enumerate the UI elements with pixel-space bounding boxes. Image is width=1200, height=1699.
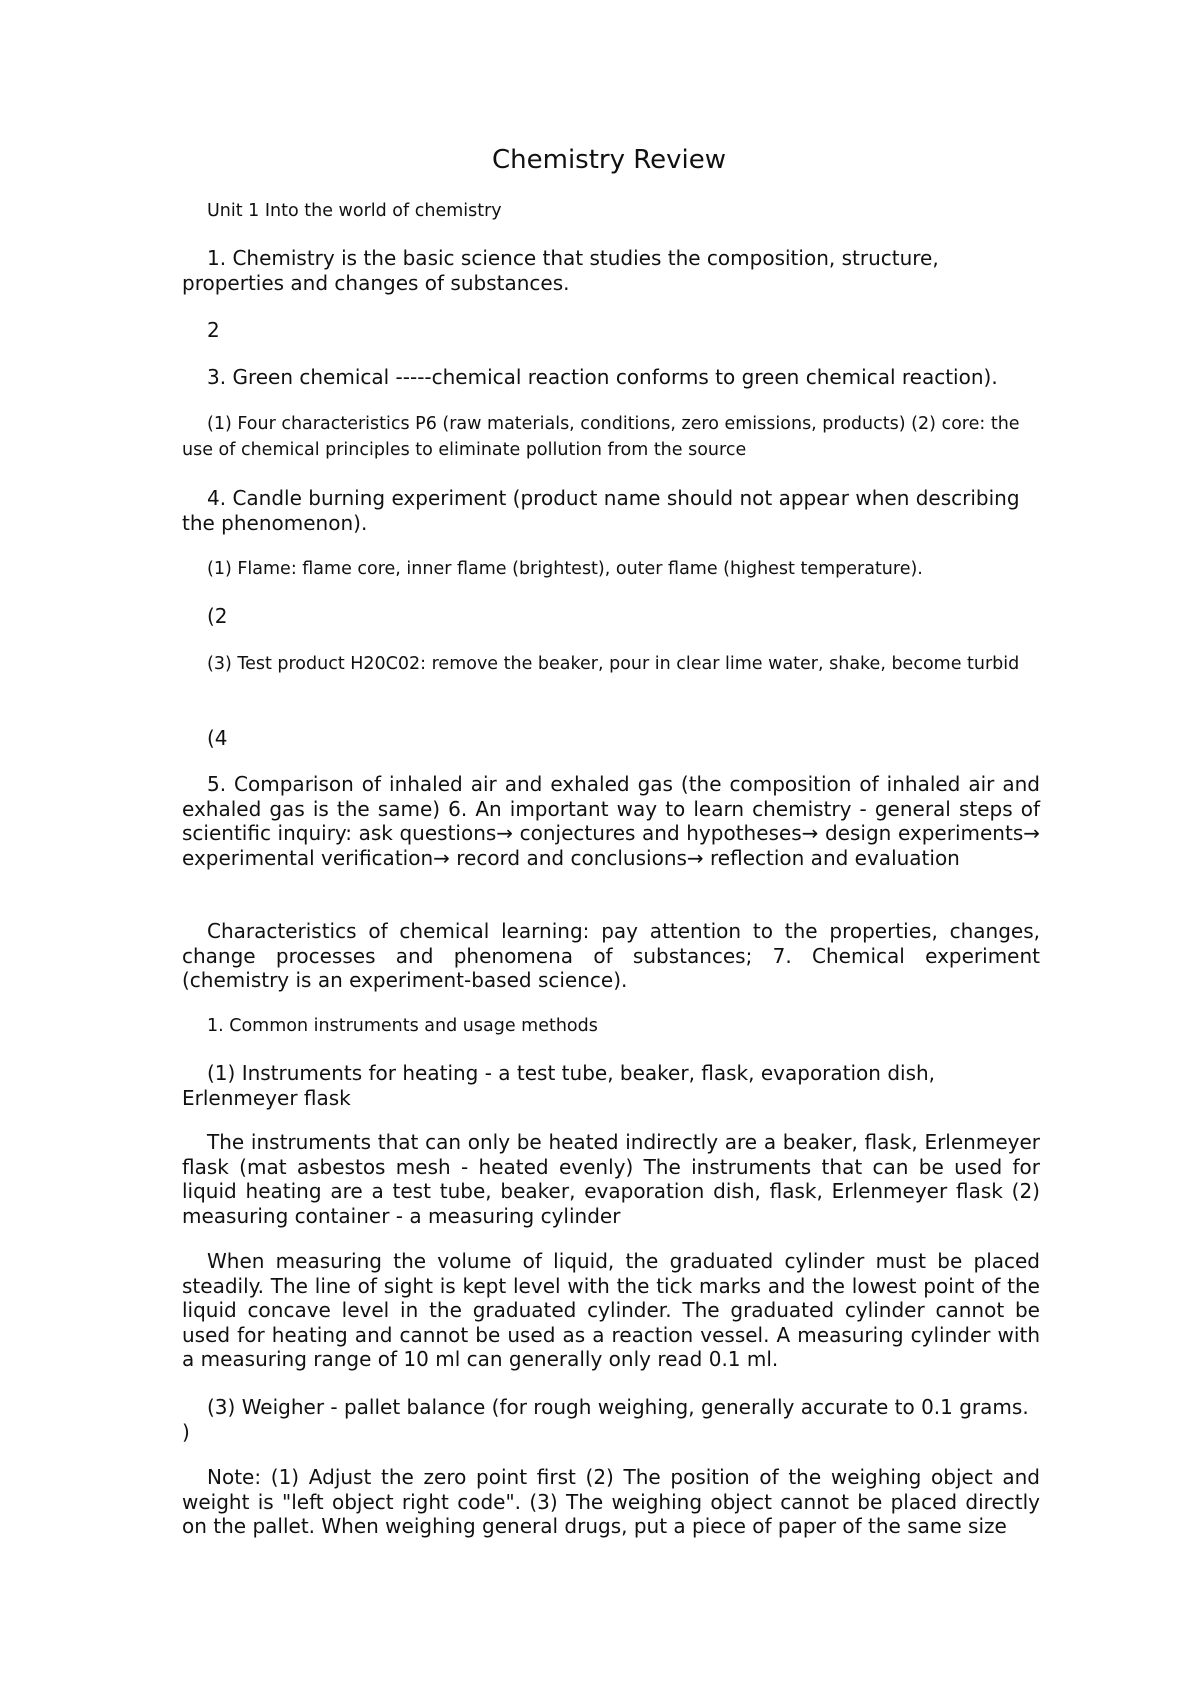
paragraph-text: 1. Common instruments and usage methods <box>207 1016 598 1036</box>
paragraph-text: Note: (1) Adjust the zero point first (2) The position of the weighing object and weight is "left object right code". (3) The weighing object cannot be placed directly on the pallet. When weighing general drugs, put a piece of paper of the same size <box>182 1465 1040 1538</box>
paragraph-4-item-4 <box>182 726 1040 751</box>
paragraph-2 <box>182 318 1040 343</box>
paragraph-characteristics <box>182 919 1040 993</box>
paragraph-text: 1. Chemistry is the basic science that studies the composition, structure, properties and changes of substances. <box>182 246 939 295</box>
paragraph-text: (2 <box>207 604 228 628</box>
paragraph-text: 3. Green chemical -----chemical reaction conforms to green chemical reaction). <box>207 365 998 389</box>
paragraph-graduated-cylinder <box>182 1249 1040 1372</box>
instruments-heading <box>182 1013 1040 1039</box>
paragraph-note <box>182 1465 1040 1539</box>
paragraph-1 <box>182 246 1040 295</box>
paragraph-5 <box>182 772 1040 870</box>
paragraph-text: 2 <box>207 318 220 342</box>
paragraph-text: (1) Four characteristics P6 (raw materials, conditions, zero emissions, products) (2) core: the use of chemical principles to eliminate pollution from the source <box>182 414 1020 460</box>
paragraph-weigher <box>182 1395 1040 1444</box>
paragraph-text: 4. Candle burning experiment (product name should not appear when describing the phenomenon). <box>182 486 1020 535</box>
paragraph-text: 5. Comparison of inhaled air and exhaled gas (the composition of inhaled air and exhaled gas is the same) 6. An important way to learn chemistry - general steps of scientific inquiry: ask questions→ conjectures and hypotheses→ design experiments→ experimental verification→ record and conclusions→ reflection and evaluation <box>182 772 1040 870</box>
paragraph-text: (4 <box>207 726 228 750</box>
paragraph-4-flame <box>182 556 1040 582</box>
paragraph-4-item-2 <box>182 604 1040 629</box>
paragraph-4 <box>182 486 1040 535</box>
paragraph-text: (1) Flame: flame core, inner flame (brightest), outer flame (highest temperature). <box>207 559 923 579</box>
paragraph-3 <box>182 365 1040 390</box>
paragraph-heating-instruments <box>182 1061 1040 1110</box>
paragraph-text: (3) Weigher - pallet balance (for rough weighing, generally accurate to 0.1 grams. ) <box>182 1395 1029 1444</box>
paragraph-text: Characteristics of chemical learning: pay attention to the properties, changes, change processes and phenomena of substances; 7. Chemical experiment (chemistry is an experiment-based science). <box>182 919 1040 992</box>
unit-heading <box>182 198 1040 224</box>
paragraph-text: When measuring the volume of liquid, the graduated cylinder must be placed steadily. The line of sight is kept level with the tick marks and the lowest point of the liquid concave level in the graduated cylinder. The graduated cylinder cannot be used for heating and cannot be used as a reaction vessel. A measuring cylinder with a measuring range of 10 ml can generally only read 0.1 ml. <box>182 1249 1040 1371</box>
paragraph-text: The instruments that can only be heated indirectly are a beaker, flask, Erlenmeyer flask (mat asbestos mesh - heated evenly) The instruments that can be used for liquid heating are a test tube, beaker, evaporation dish, flask, Erlenmeyer flask (2) measuring container - a measuring cylinder <box>182 1130 1040 1228</box>
paragraph-text: Unit 1 Into the world of chemistry <box>207 201 502 221</box>
paragraph-indirect-heating <box>182 1130 1040 1228</box>
document-title: Chemistry Review <box>491 145 727 175</box>
paragraph-4-test-product <box>182 651 1040 677</box>
paragraph-text: (3) Test product H20C02: remove the beaker, pour in clear lime water, shake, become turbid <box>207 654 1020 674</box>
paragraph-text: (1) Instruments for heating - a test tube, beaker, flask, evaporation dish, Erlenmeyer flask <box>182 1061 936 1110</box>
paragraph-3-detail <box>182 411 1040 463</box>
